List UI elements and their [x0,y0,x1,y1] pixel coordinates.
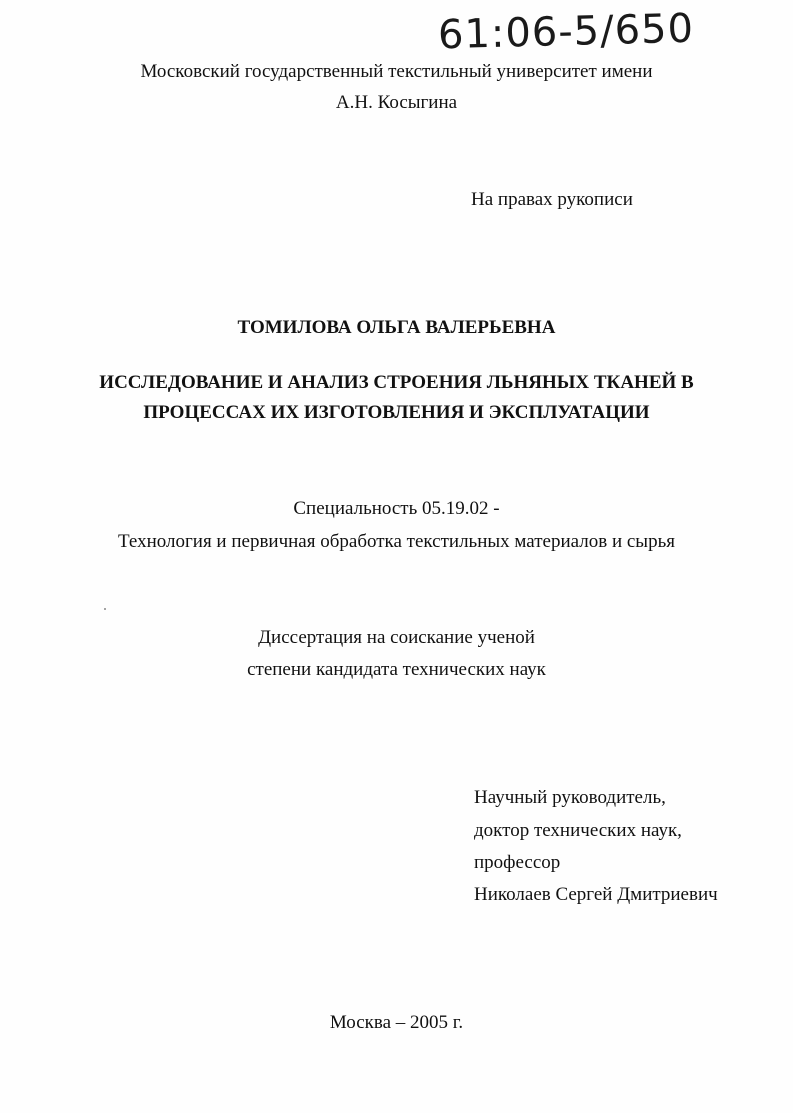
university-line-2: А.Н. Косыгина [335,92,458,113]
supervisor-degree: доктор технических наук, [474,820,682,841]
thesis-title-line-1: ИССЛЕДОВАНИЕ И АНАЛИЗ СТРОЕНИЯ ЛЬНЯНЫХ ТКАНЕЙ В [99,372,694,393]
supervisor-rank: профессор [474,852,561,873]
supervisor-role: Научный руководитель, [474,787,666,808]
specialty-line-1: Специальность 05.19.02 - [293,498,500,519]
dissertation-line-1: Диссертация на соискание ученой [258,627,535,648]
supervisor-name: Николаев Сергей Дмитриевич [474,884,718,905]
specialty-line-2: Технология и первичная обработка текстильных материалов и сырья [118,531,675,552]
university-line-1: Московский государственный текстильный университет имени [140,61,653,82]
scan-speck [104,608,106,610]
archive-number-handwritten: 61:06-5/650 [437,5,695,59]
rights-note: На правах рукописи [471,189,633,210]
place-and-year: Москва – 2005 г. [329,1012,464,1033]
dissertation-line-2: степени кандидата технических наук [247,659,546,680]
thesis-title-line-2: ПРОЦЕССАХ ИХ ИЗГОТОВЛЕНИЯ И ЭКСПЛУАТАЦИИ [143,402,650,423]
author-name: ТОМИЛОВА ОЛЬГА ВАЛЕРЬЕВНА [237,317,556,338]
